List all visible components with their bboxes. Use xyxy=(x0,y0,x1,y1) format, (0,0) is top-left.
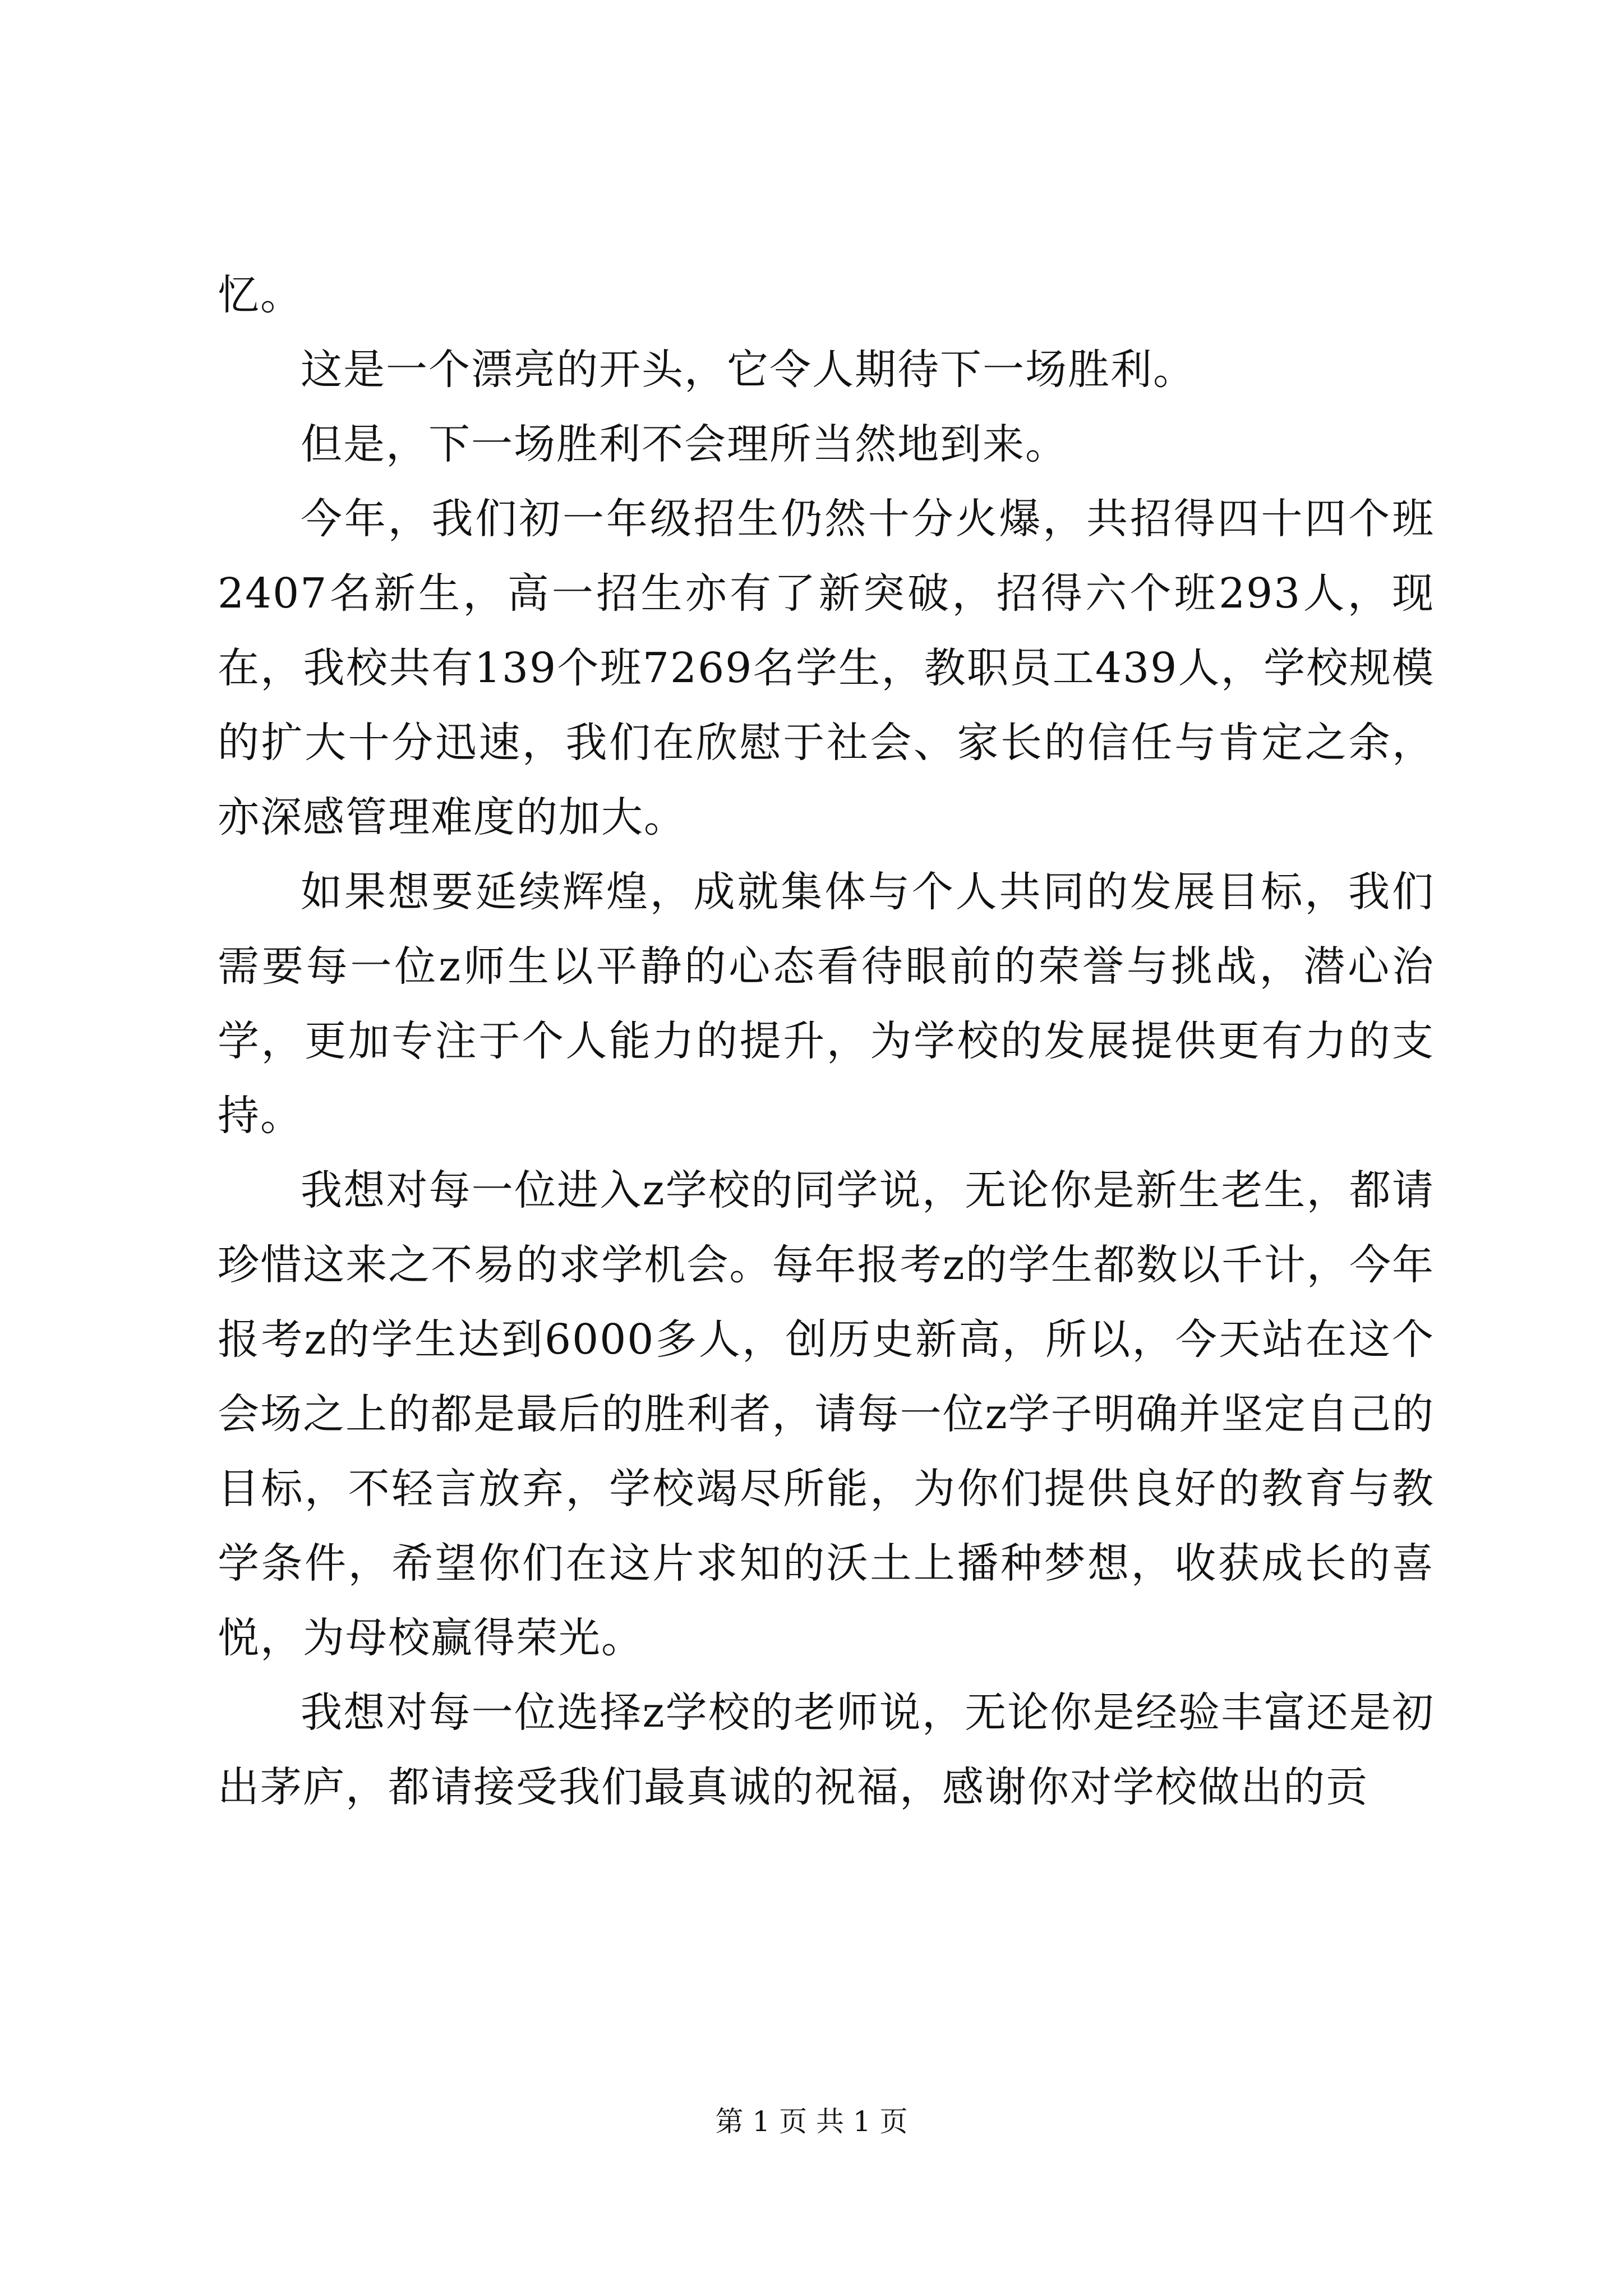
paragraph: 我想对每一位进入z学校的同学说，无论你是新生老生，都请珍惜这来之不易的求学机会。每年报考z的学生都数以千计，今年报考z的学生达到6000多人，创历史新高，所以，今天站在这个会场之上的都是最后的胜利者，请每一位z学子明确并坚定自己的目标，不轻言放弃，学校竭尽所能，为你们提供良好的教育与教学条件，希望你们在这片求知的沃土上播种梦想，收获成长的喜悦，为母校赢得荣光。 xyxy=(218,1166,1435,1662)
paragraph-continuation: 忆。 xyxy=(218,271,303,319)
paragraph: 这是一个漂亮的开头，它令人期待下一场胜利。 xyxy=(301,346,1196,394)
paragraph: 如果想要延续辉煌，成就集体与个人共同的发展目标，我们需要每一位z师生以平静的心态看待眼前的荣誉与挑战，潜心治学，更加专注于个人能力的提升，为学校的发展提供更有力的支持。 xyxy=(218,868,1435,1140)
document-body xyxy=(218,258,1435,1825)
paragraph: 我想对每一位选择z学校的老师说，无论你是经验丰富还是初出茅庐，都请接受我们最真诚的祝福，感谢你对学校做出的贡 xyxy=(218,1688,1435,1811)
paragraph: 但是，下一场胜利不会理所当然地到来。 xyxy=(301,420,1068,468)
page-number-footer: 第 1 页 共 1 页 xyxy=(715,2105,908,2138)
paragraph: 今年，我们初一年级招生仍然十分火爆，共招得四十四个班2407名新生，高一招生亦有了新突破，招得六个班293人，现在，我校共有139个班7269名学生，教职员工439人，学校规模的扩大十分迅速，我们在欣慰于社会、家长的信任与肯定之余，亦深感管理难度的加大。 xyxy=(218,495,1435,841)
